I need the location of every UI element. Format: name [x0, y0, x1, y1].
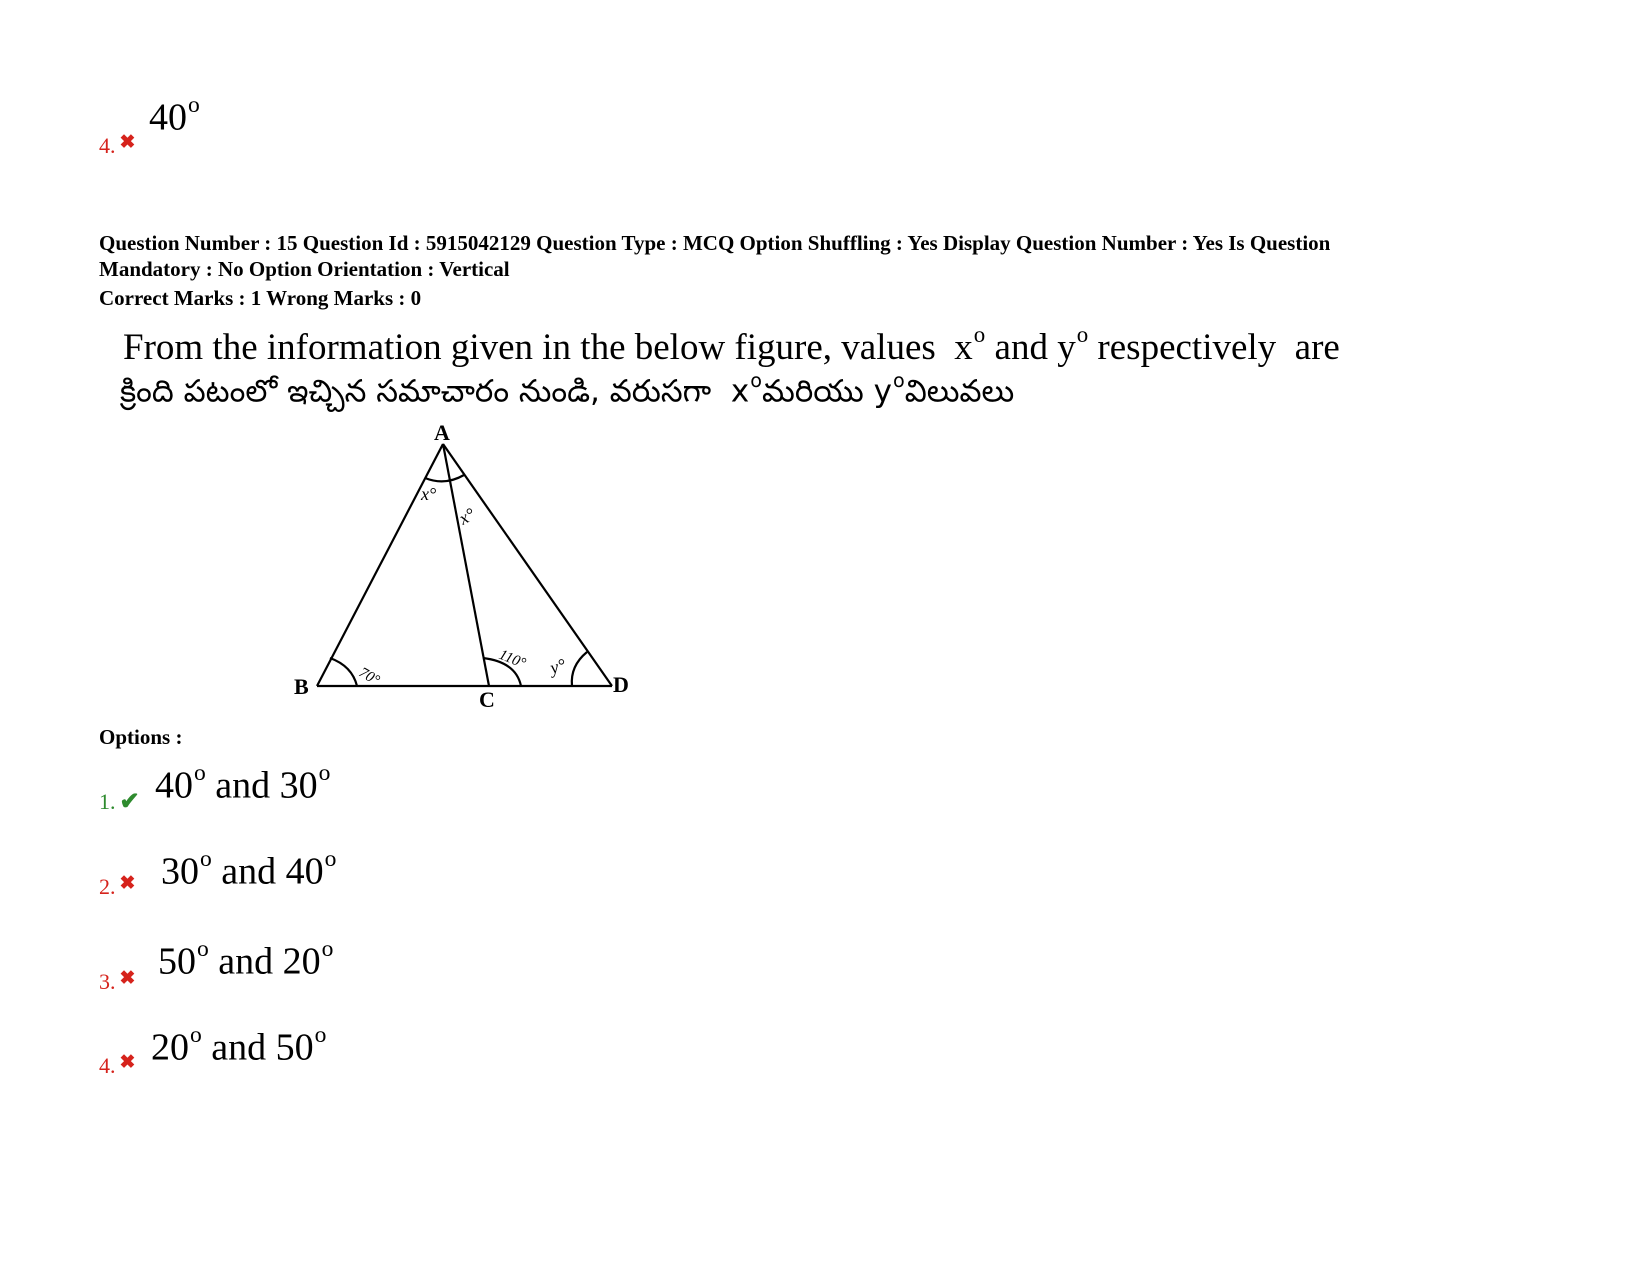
angle-arc-b — [330, 658, 357, 686]
vertex-label-d: D — [613, 672, 629, 697]
vertex-label-a: A — [434, 420, 450, 445]
vertex-label-b: B — [294, 674, 309, 699]
triangle-figure — [290, 420, 650, 720]
option-1 — [99, 787, 140, 816]
angle-label-70: 70° — [356, 664, 383, 689]
option-number: 3. — [99, 969, 116, 994]
option-2 — [99, 874, 135, 900]
vertex-label-c: C — [479, 687, 495, 712]
angle-arc-a — [425, 475, 464, 481]
side-ad — [443, 444, 612, 686]
option-3-value: 50$^o$ and 20$^o$ — [158, 936, 334, 983]
option-4-value: 20$^o$ and 50$^o$ — [151, 1022, 327, 1069]
cross-icon: ✖ — [119, 1052, 136, 1073]
question-meta — [99, 230, 1599, 282]
option-number: 4. — [99, 1053, 116, 1078]
question-text-telugu: క్రింది పటంలో ఇచ్చిన సమాచారం నుండి, వరుసగా $x^oమరియు$ $y^oవిలువలు$ — [120, 369, 1015, 410]
cross-icon: ✖ — [119, 132, 136, 153]
option-2-value: 30$^o$ and 40$^o$ — [161, 846, 337, 893]
question-meta-line2: Mandatory : No Option Orientation : Vertical — [99, 257, 510, 281]
angle-label-x1: x° — [421, 484, 437, 504]
prev-option-4 — [99, 133, 135, 159]
cross-icon: ✖ — [119, 873, 136, 894]
question-marks: Correct Marks : 1 Wrong Marks : 0 — [99, 286, 422, 310]
option-number: 2. — [99, 874, 116, 899]
angle-label-y: y° — [547, 654, 568, 678]
question-text-english: From the information given in the below figure, values $x^o$ and $y^o$ respectively are — [123, 322, 1340, 369]
question-meta-line1: Question Number : 15 Question Id : 5915042129 Question Type : MCQ Option Shuffling : Yes Display Question Number : Yes Is Question — [99, 231, 1331, 255]
check-icon: ✔ — [119, 789, 140, 815]
side-ab — [317, 444, 443, 686]
cross-icon: ✖ — [119, 968, 136, 989]
options-label: Options : — [99, 725, 183, 749]
option-number: 4. — [99, 133, 116, 158]
angle-arc-d — [572, 652, 587, 686]
option-4 — [99, 1053, 135, 1079]
angle-label-110: 110° — [496, 646, 528, 672]
prev-option-4-value: 40$^o$ — [149, 92, 200, 139]
angle-label-x2: x° — [455, 503, 479, 529]
option-number: 1. — [99, 789, 116, 814]
option-3 — [99, 969, 135, 995]
option-1-value: 40$^o$ and 30$^o$ — [155, 760, 331, 807]
